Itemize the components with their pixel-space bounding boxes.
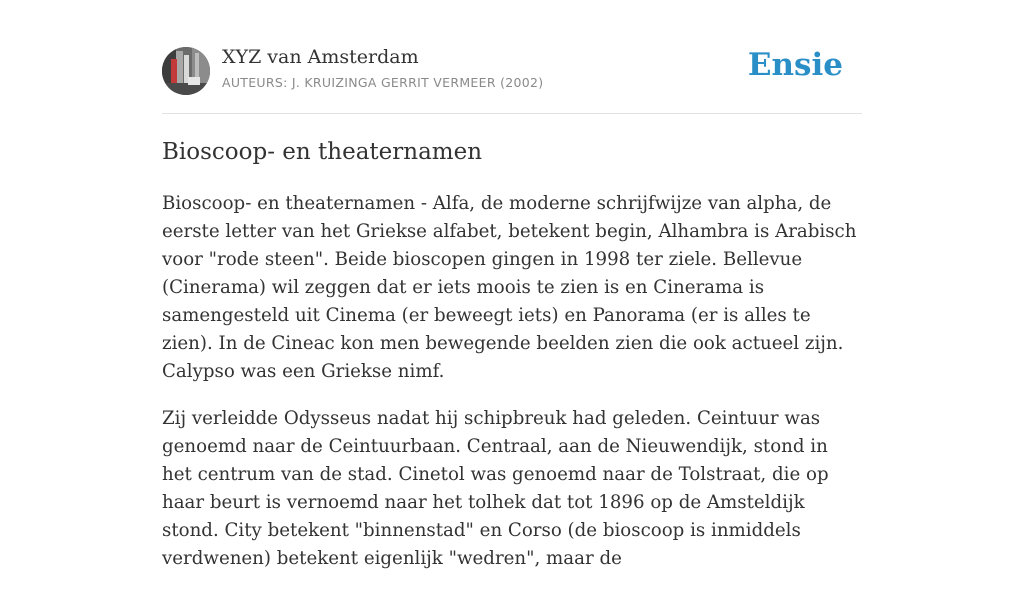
- article-title: Bioscoop- en theaternamen: [162, 139, 483, 165]
- book-authors: AUTEURS: J. KRUIZINGA GERRIT VERMEER (2002): [222, 75, 544, 90]
- article-paragraph: Zij verleidde Odysseus nadat hij schipbreuk had geleden. Ceintuur was genoemd naar de Ceintuurbaan. Centraal, aan de Nieuwendijk, stond in het centrum van de stad. Cinetol was genoemd naar de Tolstraat, die op haar beurt is vernoemd naar het tolhek dat tot 1896 op de Amsteldijk stond. City betekent "binnenstad" en Corso (de bioscoop is inmiddels verdwenen) betekent eigenlijk "wedren", maar de: [162, 408, 829, 569]
- book-title[interactable]: XYZ van Amsterdam: [222, 46, 419, 68]
- article-paragraph: Bioscoop- en theaternamen - Alfa, de moderne schrijfwijze van alpha, de eerste letter van het Griekse alfabet, betekent begin, Alhambra is Arabisch voor "rode steen". Beide bioscopen gingen in 1998 ter ziele. Bellevue (Cinerama) wil zeggen dat er iets moois te zien is en Cinerama is samengesteld uit Cinema (er beweegt iets) en Panorama (er is alles te zien). In de Cineac kon men bewegende beelden zien die ook actueel zijn. Calypso was een Griekse nimf.: [162, 193, 857, 382]
- page: [162, 0, 862, 569]
- book-header: [162, 0, 862, 114]
- book-cover-photo-icon: [162, 47, 210, 95]
- article-body: [162, 190, 862, 592]
- ensie-logo[interactable]: Ensie: [747, 47, 843, 83]
- book-cover-avatar[interactable]: [162, 47, 210, 95]
